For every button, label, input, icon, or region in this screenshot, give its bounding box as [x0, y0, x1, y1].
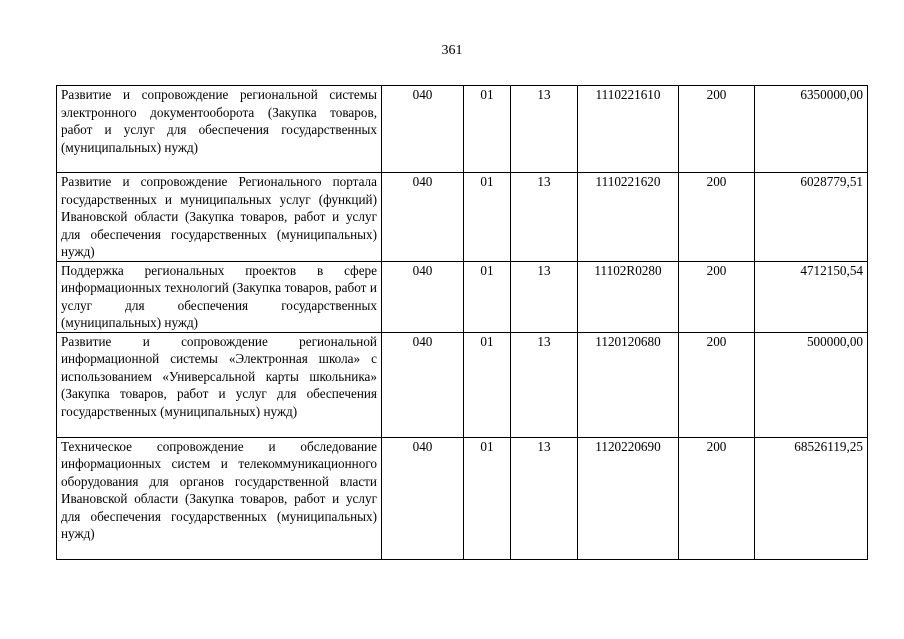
row-subsection-code: 13 [511, 86, 578, 173]
row-amount: 4712150,54 [755, 261, 868, 332]
row-section-code: 01 [464, 86, 511, 173]
table-row [57, 332, 868, 437]
row-section-code: 01 [464, 261, 511, 332]
row-amount: 6350000,00 [755, 86, 868, 173]
row-ministry-code: 040 [382, 261, 464, 332]
row-target-article: 1110221620 [578, 173, 679, 262]
row-description: Техническое сопровождение и обследование информационных систем и телекоммуникационного оборудования для органов государственной власти Ивановской области (Закупка товаров, работ и услуг для обеспечения государственных (муниципальных) нужд) [57, 437, 382, 559]
budget-table [56, 85, 868, 560]
row-subsection-code: 13 [511, 173, 578, 262]
row-expense-type: 200 [679, 261, 755, 332]
row-ministry-code: 040 [382, 86, 464, 173]
row-target-article: 1110221610 [578, 86, 679, 173]
row-amount: 500000,00 [755, 332, 868, 437]
row-target-article: 1120120680 [578, 332, 679, 437]
row-description: Развитие и сопровождение Регионального портала государственных и муниципальных услуг (функций) Ивановской области (Закупка товаров, работ и услуг для обеспечения государственных (муниципальных) нужд) [57, 173, 382, 262]
row-ministry-code: 040 [382, 173, 464, 262]
row-expense-type: 200 [679, 332, 755, 437]
row-subsection-code: 13 [511, 261, 578, 332]
row-amount: 68526119,25 [755, 437, 868, 559]
row-target-article: 11102R0280 [578, 261, 679, 332]
row-expense-type: 200 [679, 437, 755, 559]
row-subsection-code: 13 [511, 437, 578, 559]
table-row [57, 173, 868, 262]
row-amount: 6028779,51 [755, 173, 868, 262]
row-ministry-code: 040 [382, 437, 464, 559]
row-description: Развитие и сопровождение региональной системы электронного документооборота (Закупка товаров, работ и услуг для обеспечения государственных (муниципальных) нужд) [57, 86, 382, 173]
page-number: 361 [441, 43, 463, 58]
row-section-code: 01 [464, 173, 511, 262]
row-expense-type: 200 [679, 173, 755, 262]
table-row [57, 86, 868, 173]
row-subsection-code: 13 [511, 332, 578, 437]
row-description: Поддержка региональных проектов в сфере информационных технологий (Закупка товаров, работ и услуг для обеспечения государственных (муниципальных) нужд) [57, 261, 382, 332]
table-row [57, 261, 868, 332]
row-section-code: 01 [464, 437, 511, 559]
row-expense-type: 200 [679, 86, 755, 173]
table-row [57, 437, 868, 559]
row-description: Развитие и сопровождение региональной информационной системы «Электронная школа» с использованием «Универсальной карты школьника» (Закупка товаров, работ и услуг для обеспечения государственных (муниципальных) нужд) [57, 332, 382, 437]
row-ministry-code: 040 [382, 332, 464, 437]
row-target-article: 1120220690 [578, 437, 679, 559]
row-section-code: 01 [464, 332, 511, 437]
